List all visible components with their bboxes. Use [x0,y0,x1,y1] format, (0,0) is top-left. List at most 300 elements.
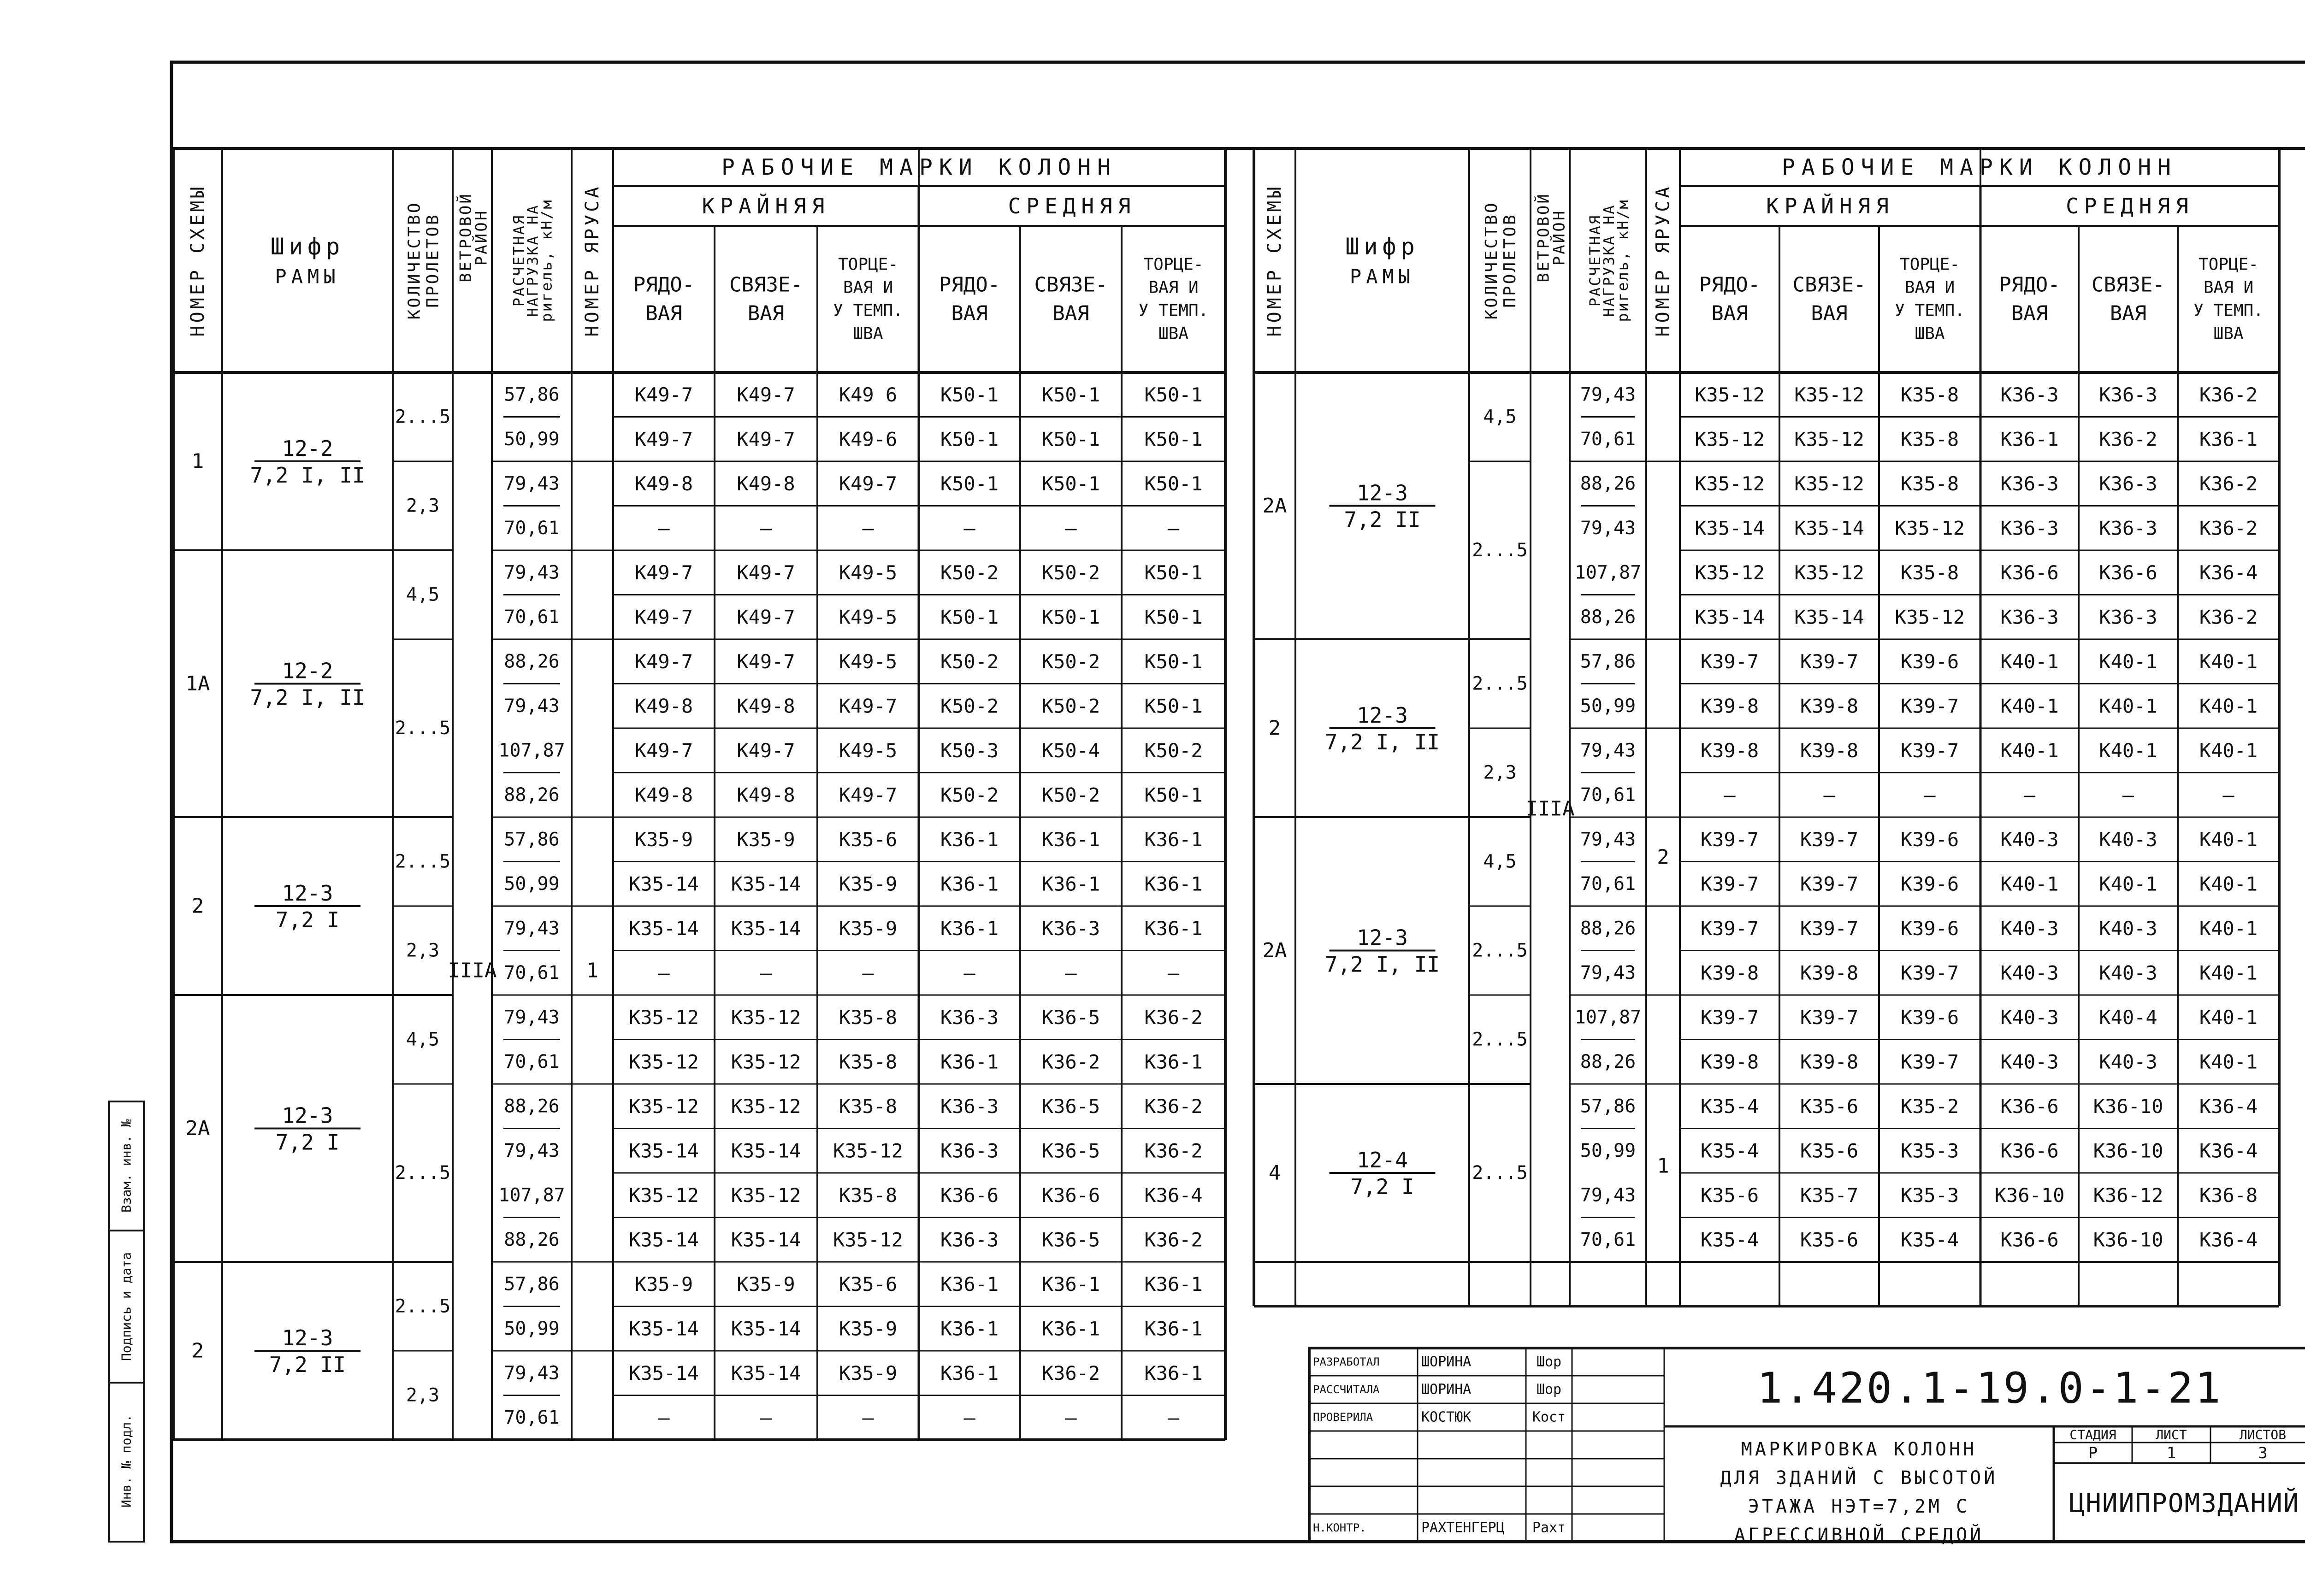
frame-code-denominator: 7,2 I, II [1324,730,1440,754]
column-mark: К36-4 [2199,1228,2258,1251]
spans-count: 2...5 [395,718,451,739]
column-mark: К50-1 [1144,561,1203,584]
signature-glyph: Кост [1532,1409,1566,1425]
column-mark: К50-1 [1144,695,1203,718]
column-mark: К36-6 [2000,1139,2059,1162]
column-subheader: ШВА [853,324,883,343]
column-mark: К36-3 [2000,383,2059,406]
load-value: 88,26 [504,1095,560,1117]
column-mark: — [862,1406,874,1429]
column-mark: К40-3 [2099,917,2157,940]
load-value: 79,43 [504,1362,560,1384]
signer-role: РАССЧИТАЛА [1313,1383,1380,1396]
wind-region-header: РАЙОН [1550,209,1569,266]
column-mark: К50-2 [1041,561,1100,584]
column-mark: К35-8 [839,1095,898,1118]
column-subheader: ШВА [1158,324,1189,343]
column-mark: К35-4 [1700,1228,1759,1251]
signer-role: ПРОВЕРИЛА [1313,1411,1373,1424]
column-mark: К39-7 [1700,828,1759,851]
column-mark: К36-1 [1041,1317,1100,1340]
column-mark: К35-14 [731,1139,801,1162]
column-mark: К36-1 [1041,1272,1100,1296]
column-mark: К49-8 [737,695,795,718]
load-value: 79,43 [1580,962,1636,984]
column-mark: К50-1 [1144,383,1203,406]
column-mark: К40-1 [2000,872,2059,895]
column-mark: К39-8 [1800,1050,1859,1073]
spans-count: 4,5 [1483,406,1517,428]
column-mark: — [1167,961,1180,984]
column-mark: К49-7 [634,428,693,451]
load-value: 88,26 [504,784,560,806]
column-mark: К36-1 [940,917,999,940]
column-mark: К35-6 [839,1272,898,1296]
frame-code-denominator: 7,2 I, II [1324,952,1440,977]
column-mark: К50-1 [1041,383,1100,406]
column-mark: К35-14 [629,872,699,895]
wind-region-value: IIIА [1525,797,1575,821]
column-mark: К39-6 [1900,872,1959,895]
column-mark: — [1065,961,1077,984]
spans-count: 4,5 [406,1029,440,1050]
column-mark: К40-3 [2099,961,2157,984]
spans-count: 2...5 [1472,673,1528,695]
column-mark: К36-2 [1144,1228,1203,1251]
column-subheader: ШВА [2213,324,2244,343]
column-mark: К39-8 [1700,739,1759,762]
column-mark: — [862,961,874,984]
stamp-inventory: Инв. № подл. [118,1414,134,1508]
column-mark: К49-7 [737,428,795,451]
column-mark: — [1823,783,1835,807]
column-mark: К36-3 [2099,517,2157,540]
column-mark: К35-8 [1900,428,1959,451]
column-mark: К49-8 [634,695,693,718]
column-mark: К39-7 [1800,650,1859,673]
column-mark: К35-12 [1695,561,1765,584]
column-mark: К35-12 [1895,517,1965,540]
column-mark: К36-1 [1144,828,1203,851]
column-mark: — [1167,517,1180,540]
load-value: 107,87 [498,1184,565,1206]
column-mark: К40-3 [2000,917,2059,940]
column-mark: К35-9 [634,1272,693,1296]
column-mark: К35-12 [833,1228,903,1251]
column-mark: К35-12 [1895,606,1965,629]
frame-code-numerator: 12-3 [282,881,333,906]
column-mark: — [760,1406,772,1429]
column-mark: К49-7 [634,606,693,629]
column-mark: К35-12 [1695,383,1765,406]
column-mark: К40-1 [2199,872,2258,895]
column-mark: К35-8 [1900,383,1959,406]
column-mark: К35-12 [629,1006,699,1029]
load-value: 57,86 [504,384,560,406]
column-mark: К35-6 [1800,1095,1859,1118]
column-mark: К49-7 [737,383,795,406]
column-mark: К36-10 [1994,1184,2065,1207]
column-mark: К39-6 [1900,917,1959,940]
column-mark: К35-3 [1900,1184,1959,1207]
column-mark: К36-1 [2000,428,2059,451]
load-value: 70,61 [1580,784,1636,806]
column-mark: К36-1 [940,872,999,895]
column-mark: К40-1 [2000,695,2059,718]
load-value: 79,43 [504,918,560,939]
column-mark: К36-1 [1041,872,1100,895]
column-mark: К39-7 [1800,872,1859,895]
column-subheader: У ТЕМП. [2193,301,2264,320]
load-value: 79,43 [504,1140,560,1161]
spans-count: 2...5 [1472,1162,1528,1184]
column-mark: К40-1 [2199,1050,2258,1073]
column-subheader: РЯДО- [1999,273,2060,297]
column-mark: К35-14 [731,1317,801,1340]
load-value: 88,26 [1580,473,1636,495]
column-mark: К49-7 [839,783,898,807]
column-mark: К35-8 [1900,561,1959,584]
column-mark: — [1065,517,1077,540]
scheme-number: 1А [185,672,210,695]
column-mark: К39-8 [1800,961,1859,984]
load-header: РАСЧЕТНАЯ [1586,214,1604,307]
column-mark: К36-3 [940,1095,999,1118]
column-mark: К40-1 [2199,739,2258,762]
column-mark: К49-5 [839,650,898,673]
frame-code-numerator: 12-3 [282,1103,333,1128]
spans-count: 2...5 [395,1296,451,1317]
frame-code-numerator: 12-3 [1357,703,1408,728]
stamp-replaced-inv: Взам. инв. № [118,1119,134,1213]
signer-name: КОСТЮК [1421,1409,1472,1425]
column-mark: К36-1 [940,1272,999,1296]
column-mark: К35-12 [1794,472,1864,495]
column-mark: К36-3 [2099,606,2157,629]
column-mark: К36-1 [940,1317,999,1340]
load-value: 107,87 [498,740,565,761]
spans-count: 2,3 [406,495,440,517]
middle-label: СРЕДНЯЯ [1008,194,1136,218]
column-mark: К49-7 [839,472,898,495]
column-mark: К35-7 [1800,1184,1859,1207]
column-mark: К35-14 [629,1139,699,1162]
column-mark: К36-6 [1041,1184,1100,1207]
column-mark: К40-1 [2099,650,2157,673]
column-mark: К36-2 [1144,1006,1203,1029]
column-mark: К35-12 [731,1006,801,1029]
column-mark: К40-1 [2199,961,2258,984]
column-mark: К35-14 [1794,606,1864,629]
column-mark: К36-1 [940,1361,999,1384]
extreme-label: КРАЙНЯЯ [1766,194,1894,218]
signature-glyph: Рахт [1532,1519,1566,1536]
column-mark: К39-7 [1700,650,1759,673]
column-mark: К36-3 [940,1228,999,1251]
column-mark: К50-1 [1144,472,1203,495]
column-mark: К35-12 [1794,428,1864,451]
load-header: НАГРУЗКА НА [524,204,542,317]
frame-code-denominator: 7,2 I [1350,1174,1414,1199]
document-title-line: ДЛЯ ЗДАНИЙ С ВЫСОТОЙ [1720,1467,1998,1489]
spans-count-header: КОЛИЧЕСТВО [405,201,424,320]
column-mark: К36-1 [1144,1361,1203,1384]
column-mark: К35-4 [1900,1228,1959,1251]
column-mark: К40-1 [2199,828,2258,851]
column-mark: К35-8 [839,1050,898,1073]
load-header: ригель, кН/м [538,199,556,322]
spans-count: 2,3 [406,1384,440,1406]
spans-count: 4,5 [1483,851,1517,872]
column-mark: К36-1 [1144,1050,1203,1073]
stamp-signature-date: Подпись и дата [118,1252,134,1361]
column-subheader: ВАЯ И [2203,278,2254,297]
column-mark: К49-7 [737,650,795,673]
column-subheader: ШВА [1915,324,1945,343]
sheets-label: ЛИСТОВ [2239,1427,2287,1443]
column-mark: К50-2 [1041,650,1100,673]
column-mark: К39-8 [1700,1050,1759,1073]
column-mark: К35-6 [1800,1228,1859,1251]
column-subheader: ТОРЦЕ- [2198,255,2259,274]
column-mark: — [2222,783,2234,807]
frame-code-numerator: 12-2 [282,436,333,461]
wind-region-value: IIIА [448,959,497,983]
column-mark: К50-1 [1144,428,1203,451]
load-value: 88,26 [504,1229,560,1250]
column-mark: К35-9 [839,872,898,895]
column-mark: К36-8 [2199,1184,2258,1207]
load-value: 50,99 [504,1318,560,1339]
load-value: 107,87 [1574,1007,1642,1028]
column-mark: К50-1 [1144,783,1203,807]
column-mark: К40-1 [2199,695,2258,718]
column-mark: К36-4 [2199,1139,2258,1162]
load-value: 88,26 [1580,1051,1636,1072]
column-mark: К49-7 [634,650,693,673]
column-mark: К35-14 [1695,606,1765,629]
column-subheader: ВАЯ [1811,301,1848,325]
column-mark: К49-5 [839,561,898,584]
column-mark: — [1924,783,1936,807]
column-mark: К36-1 [940,828,999,851]
column-subheader: ВАЯ [2011,301,2048,325]
column-mark: — [2122,783,2134,807]
column-mark: К40-3 [2000,1050,2059,1073]
load-value: 70,61 [504,606,560,628]
frame-code-denominator: 7,2 I, II [250,463,365,488]
load-header: ригель, кН/м [1614,199,1631,322]
column-mark: — [963,517,975,540]
tier-number: 1 [586,959,599,983]
column-mark: К40-1 [2000,650,2059,673]
column-mark: К40-1 [2199,917,2258,940]
scheme-number: 1 [191,449,204,473]
spans-count: 2...5 [1472,940,1528,961]
column-mark: К39-8 [1800,739,1859,762]
column-mark: К36-2 [2199,517,2258,540]
column-mark: К49-7 [634,739,693,762]
load-value: 70,61 [504,1407,560,1428]
frame-code-header: РАМЫ [1349,265,1415,288]
signer-name: ШОРИНА [1421,1381,1472,1398]
column-mark: К35-12 [629,1050,699,1073]
column-mark: К36-3 [2000,606,2059,629]
load-value: 79,43 [504,473,560,495]
frame-code-denominator: 7,2 I [275,1130,340,1155]
column-mark: К35-8 [839,1184,898,1207]
column-mark: К36-1 [940,1050,999,1073]
column-mark: К36-5 [1041,1228,1100,1251]
column-mark: — [658,517,670,540]
load-header: РАСЧЕТНАЯ [510,214,528,307]
column-subheader: ВАЯ [2110,301,2147,325]
column-mark: К35-4 [1700,1095,1759,1118]
column-subheader: ТОРЦЕ- [838,255,898,274]
load-value: 88,26 [504,651,560,672]
wind-region-header: ВЕТРОВОЙ [456,192,475,283]
column-mark: К39-7 [1800,917,1859,940]
column-mark: К40-3 [2000,961,2059,984]
column-mark: К35-9 [737,1272,795,1296]
load-value: 79,43 [1580,517,1636,539]
column-mark: К36-6 [2000,1228,2059,1251]
load-header: НАГРУЗКА НА [1600,204,1618,317]
column-subheader: СВЯЗЕ- [1034,273,1108,297]
spans-count: 2,3 [406,940,440,961]
column-mark: К50-1 [940,606,999,629]
column-mark: К36-2 [2099,428,2157,451]
load-value: 70,61 [1580,1229,1636,1250]
column-subheader: СВЯЗЕ- [1792,273,1866,297]
load-value: 50,99 [504,428,560,450]
frame-code-denominator: 7,2 II [1344,507,1421,532]
column-mark: К40-4 [2099,1006,2157,1029]
column-mark: К35-2 [1900,1095,1959,1118]
column-mark: К35-14 [1695,517,1765,540]
column-mark: К50-1 [940,428,999,451]
column-mark: К39-7 [1900,961,1959,984]
column-mark: К36-5 [1041,1139,1100,1162]
column-mark: К50-1 [1144,606,1203,629]
load-value: 79,43 [1580,740,1636,761]
column-mark: К49-7 [737,561,795,584]
load-value: 57,86 [1580,1095,1636,1117]
column-mark: К36-6 [2099,561,2157,584]
column-mark: — [963,1406,975,1429]
column-mark: К35-12 [629,1095,699,1118]
column-mark: К50-1 [1041,428,1100,451]
spans-count: 4,5 [406,584,440,606]
column-mark: К50-2 [1144,739,1203,762]
column-mark: К35-14 [629,1317,699,1340]
frame-code-numerator: 12-4 [1357,1148,1408,1172]
load-value: 88,26 [1580,606,1636,628]
column-mark: К40-3 [2000,1006,2059,1029]
frame-code-denominator: 7,2 II [269,1352,346,1377]
load-value: 79,43 [1580,829,1636,850]
column-mark: К50-1 [1041,606,1100,629]
column-mark: К35-12 [1695,428,1765,451]
column-mark: К40-1 [2199,650,2258,673]
column-mark: К35-3 [1900,1139,1959,1162]
column-mark: К50-2 [1041,695,1100,718]
column-mark: К49-7 [839,695,898,718]
column-mark: К35-8 [839,1006,898,1029]
signer-name: ШОРИНА [1421,1354,1472,1370]
spans-count-header: ПРОЛЕТОВ [423,213,443,308]
column-mark: К50-2 [940,783,999,807]
load-value: 57,86 [504,1273,560,1295]
stage-label: СТАДИЯ [2069,1427,2116,1443]
spans-count-header: ПРОЛЕТОВ [1501,213,1519,308]
column-mark: К36-2 [1144,1095,1203,1118]
scheme-number: 2 [191,894,204,918]
column-mark: К35-12 [833,1139,903,1162]
column-mark: — [760,961,772,984]
column-mark: К49 6 [839,383,898,406]
tier-number-header: НОМЕР ЯРУСА [1652,184,1674,337]
column-mark: — [1167,1406,1180,1429]
column-mark: К36-6 [2000,1095,2059,1118]
column-mark: К49-7 [634,561,693,584]
column-subheader: У ТЕМП. [833,301,903,320]
spans-count: 2...5 [395,1162,451,1184]
column-mark: — [658,1406,670,1429]
stage-value: Р [2088,1444,2098,1462]
column-mark: — [862,517,874,540]
column-mark: К39-8 [1700,961,1759,984]
column-subheader: ВАЯ [1711,301,1748,325]
spans-count-header: КОЛИЧЕСТВО [1482,201,1501,320]
load-value: 107,87 [1574,562,1642,583]
column-subheader: ТОРЦЕ- [1899,255,1960,274]
column-mark: К36-1 [1144,1317,1203,1340]
column-mark: К36-5 [1041,1095,1100,1118]
spans-count: 2...5 [1472,1029,1528,1050]
column-mark: К35-6 [839,828,898,851]
column-mark: К40-1 [2199,1006,2258,1029]
load-value: 70,61 [1580,873,1636,895]
column-mark: К39-7 [1900,739,1959,762]
column-mark: — [1724,783,1736,807]
column-mark: К39-7 [1800,1006,1859,1029]
sheet-label: ЛИСТ [2156,1427,2187,1443]
column-mark: К36-6 [940,1184,999,1207]
column-mark: К40-1 [2099,739,2157,762]
organization-name: ЦНИИПРОМЗДАНИЙ [2069,1488,2300,1519]
load-value: 57,86 [1580,651,1636,672]
spans-count: 2...5 [1472,540,1528,561]
column-mark: К39-7 [1700,1006,1759,1029]
scheme-number: 2А [1262,939,1287,962]
working-marks-title: РАБОЧИЕ МАРКИ КОЛОНН [721,154,1117,180]
column-mark: К36-2 [2199,383,2258,406]
scheme-number: 2А [1262,494,1287,518]
column-mark: К36-3 [940,1139,999,1162]
column-mark: К35-4 [1700,1139,1759,1162]
column-mark: К50-1 [940,472,999,495]
column-subheader: ТОРЦЕ- [1143,255,1204,274]
sheet-value: 1 [2166,1444,2176,1462]
column-mark: К35-12 [1794,561,1864,584]
column-mark: К40-3 [2099,828,2157,851]
column-mark: К36-3 [2099,472,2157,495]
column-mark: К49-8 [634,472,693,495]
column-subheader: ВАЯ [1052,301,1089,325]
column-mark: К36-6 [2000,561,2059,584]
column-mark: К35-14 [629,917,699,940]
